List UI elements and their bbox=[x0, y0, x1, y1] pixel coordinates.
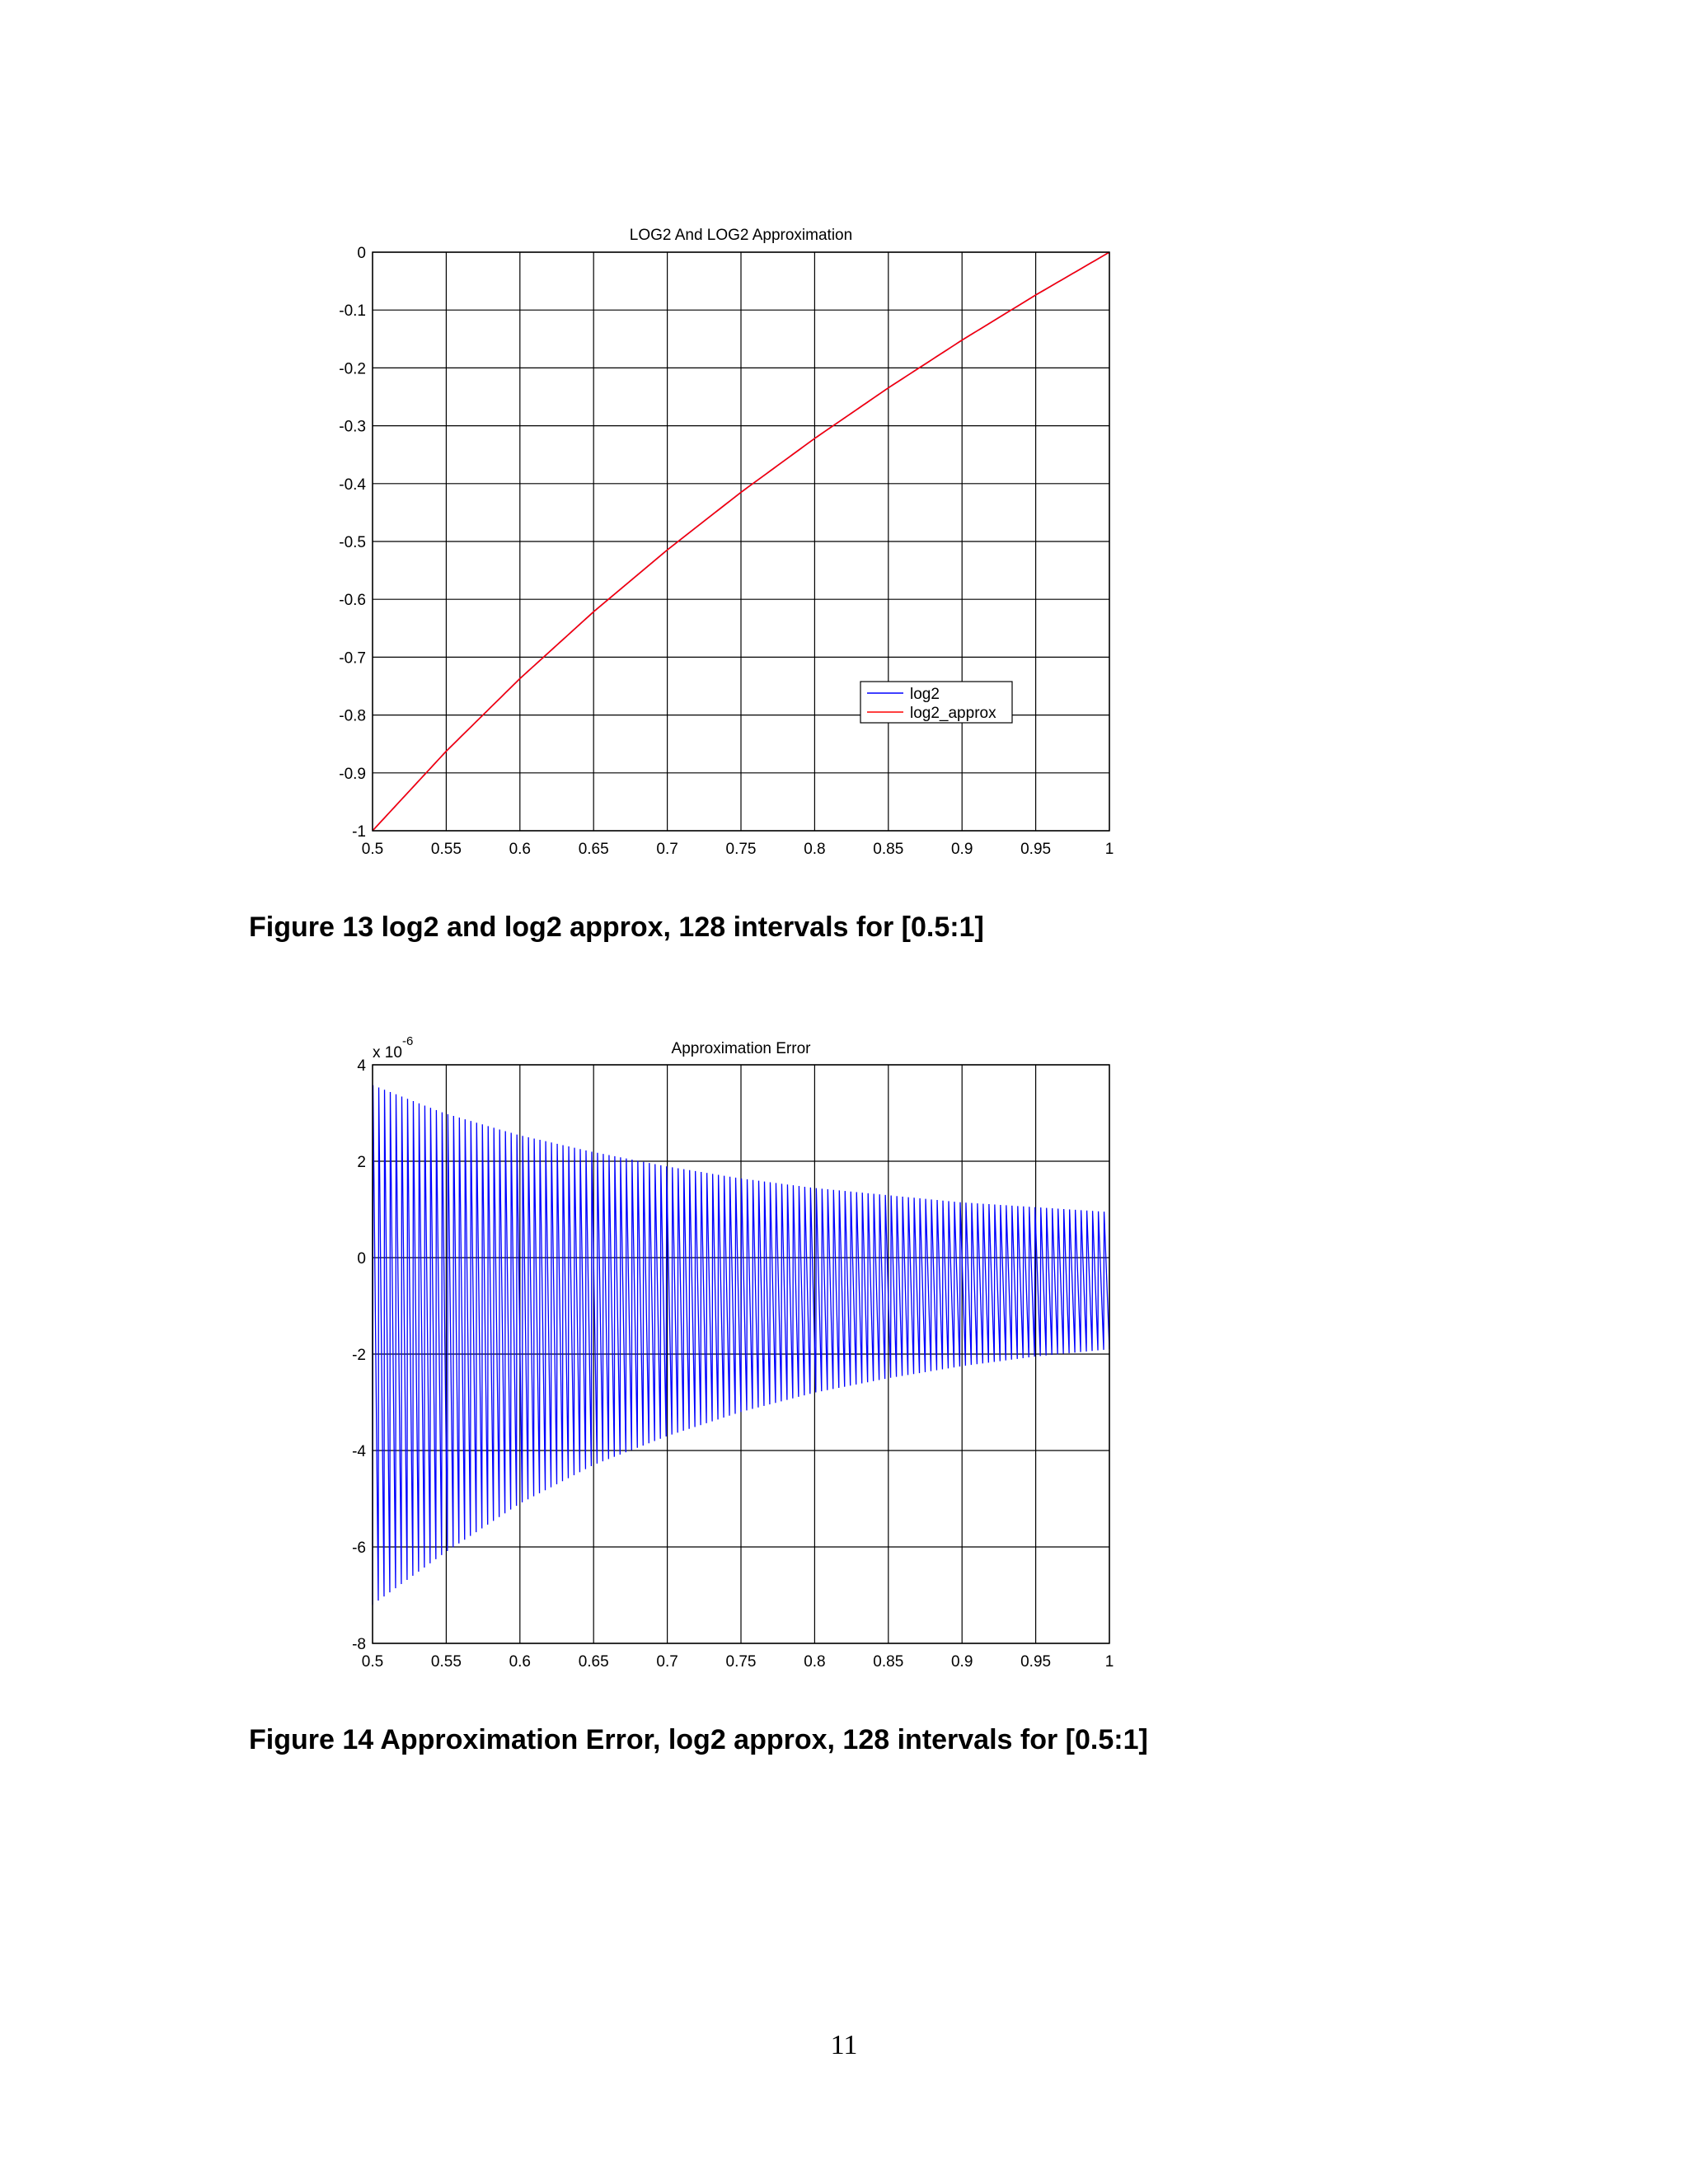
y-tick-label: -8 bbox=[352, 1636, 366, 1653]
y-tick-label: -0.4 bbox=[339, 476, 366, 494]
y-tick-label: -0.5 bbox=[339, 534, 366, 551]
y-tick-label: -1 bbox=[352, 823, 366, 841]
x-tick-label: 1 bbox=[1104, 841, 1114, 858]
x-tick-label: 0.85 bbox=[873, 841, 904, 858]
figure-14-caption: Figure 14 Approximation Error, log2 approx, 128 intervals for [0.5:1] bbox=[249, 1724, 1148, 1755]
y-scale-label: x 10 bbox=[373, 1044, 402, 1062]
chart-title: LOG2 And LOG2 Approximation bbox=[629, 227, 853, 244]
legend-label-log2: log2 bbox=[910, 686, 940, 703]
y-tick-label: -6 bbox=[352, 1540, 366, 1557]
y-tick-label: -0.2 bbox=[339, 360, 366, 378]
y-tick-label: -0.8 bbox=[339, 707, 366, 725]
x-tick-label: 0.85 bbox=[873, 1653, 904, 1671]
x-tick-label: 0.95 bbox=[1020, 841, 1052, 858]
x-tick-label: 0.9 bbox=[950, 841, 973, 858]
y-tick-label: -4 bbox=[352, 1443, 366, 1460]
y-tick-label: -2 bbox=[352, 1347, 366, 1364]
y-tick-label: -0.1 bbox=[339, 302, 366, 321]
y-tick-label: 0 bbox=[357, 1250, 366, 1268]
y-tick-labels bbox=[339, 245, 366, 841]
chart-title: Approximation Error bbox=[671, 1040, 811, 1057]
y-scale-exponent: -6 bbox=[402, 1034, 414, 1048]
y-tick-label: -0.3 bbox=[339, 418, 366, 436]
x-tick-label: 1 bbox=[1104, 1653, 1114, 1671]
x-tick-labels bbox=[362, 841, 1114, 858]
x-tick-labels bbox=[362, 1653, 1114, 1671]
x-tick-label: 0.5 bbox=[361, 841, 384, 858]
y-tick-label: -0.6 bbox=[339, 592, 366, 610]
x-tick-label: 0.5 bbox=[361, 1653, 384, 1671]
y-tick-label: -0.9 bbox=[339, 765, 366, 783]
y-tick-label: 2 bbox=[357, 1154, 366, 1171]
x-tick-label: 0.7 bbox=[656, 841, 678, 858]
y-tick-label: 4 bbox=[357, 1057, 366, 1075]
y-tick-label: 0 bbox=[357, 245, 366, 262]
x-tick-label: 0.75 bbox=[725, 1653, 757, 1671]
legend-label-log2-approx: log2_approx bbox=[910, 705, 996, 722]
x-tick-label: 0.95 bbox=[1020, 1653, 1052, 1671]
x-tick-label: 0.6 bbox=[509, 841, 532, 858]
x-tick-label: 0.55 bbox=[430, 1653, 462, 1671]
y-tick-labels bbox=[352, 1057, 366, 1653]
approximation-error-chart bbox=[352, 1034, 1114, 1671]
x-tick-label: 0.8 bbox=[804, 841, 826, 858]
legend bbox=[860, 682, 1012, 723]
x-tick-label: 0.7 bbox=[656, 1653, 678, 1671]
x-tick-label: 0.75 bbox=[725, 841, 757, 858]
x-tick-label: 0.8 bbox=[804, 1653, 826, 1671]
figure-13-caption: Figure 13 log2 and log2 approx, 128 intervals for [0.5:1] bbox=[249, 912, 984, 943]
page-number: 11 bbox=[830, 2030, 858, 2060]
y-tick-label: -0.7 bbox=[339, 649, 366, 668]
log2-chart bbox=[339, 227, 1114, 858]
x-tick-label: 0.6 bbox=[509, 1653, 532, 1671]
x-tick-label: 0.9 bbox=[950, 1653, 973, 1671]
x-tick-label: 0.65 bbox=[578, 841, 609, 858]
x-tick-label: 0.65 bbox=[578, 1653, 609, 1671]
x-tick-label: 0.55 bbox=[430, 841, 462, 858]
